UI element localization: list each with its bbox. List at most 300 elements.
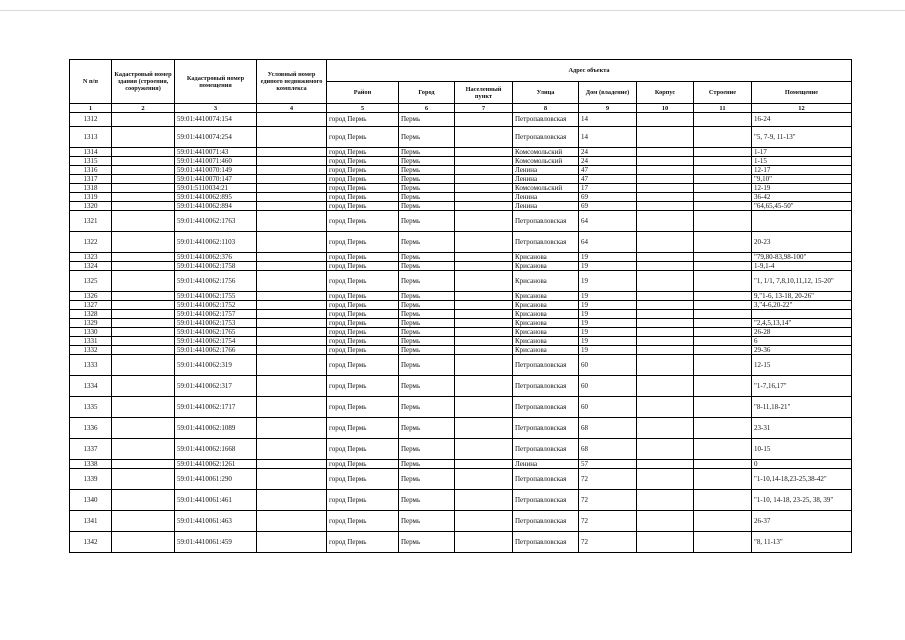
premises-cell: 29-36 — [752, 346, 852, 355]
district-cell: город Пермь — [327, 376, 399, 397]
street-cell: Петропавловская — [513, 532, 579, 553]
settlement-cell — [455, 376, 513, 397]
premises-cadastral-cell: 59:01:4410062:1756 — [175, 271, 257, 292]
premises-cadastral-cell: 59:01:4410062:376 — [175, 253, 257, 262]
city-cell: Пермь — [399, 328, 455, 337]
building-cadastral-cell — [112, 397, 175, 418]
street-cell: Петропавловская — [513, 511, 579, 532]
house-cell: 19 — [579, 271, 637, 292]
table-row — [70, 127, 852, 148]
premises-cell — [752, 211, 852, 232]
house-cell: 64 — [579, 232, 637, 253]
settlement-cell — [455, 469, 513, 490]
building-cadastral-cell — [112, 301, 175, 310]
building-cell — [694, 460, 752, 469]
premises-cadastral-cell: 59:01:4410061:463 — [175, 511, 257, 532]
column-number: 6 — [399, 104, 455, 113]
row-number: 1323 — [70, 253, 112, 262]
house-cell: 69 — [579, 193, 637, 202]
header-city: Город — [399, 82, 455, 104]
row-number: 1318 — [70, 184, 112, 193]
block-cell — [637, 460, 694, 469]
table-row — [70, 511, 852, 532]
row-number: 1316 — [70, 166, 112, 175]
premises-cadastral-cell: 59:01:4410074:254 — [175, 127, 257, 148]
header-row-number: N п/п — [70, 60, 112, 104]
building-cadastral-cell — [112, 292, 175, 301]
district-cell: город Пермь — [327, 310, 399, 319]
building-cadastral-cell — [112, 460, 175, 469]
building-cadastral-cell — [112, 418, 175, 439]
district-cell: город Пермь — [327, 319, 399, 328]
scan-edge-line — [0, 10, 905, 11]
premises-cell: 20-23 — [752, 232, 852, 253]
building-cadastral-cell — [112, 490, 175, 511]
premises-cell: 6 — [752, 337, 852, 346]
table-row — [70, 193, 852, 202]
premises-cell: "8-11,18-21" — [752, 397, 852, 418]
city-cell: Пермь — [399, 310, 455, 319]
registry-table — [69, 59, 852, 553]
premises-cell: 1-9,1-4 — [752, 262, 852, 271]
district-cell: город Пермь — [327, 166, 399, 175]
city-cell: Пермь — [399, 337, 455, 346]
house-cell: 69 — [579, 202, 637, 211]
premises-cell: "64,65,45-50" — [752, 202, 852, 211]
city-cell: Пермь — [399, 166, 455, 175]
premises-cell: 12-17 — [752, 166, 852, 175]
district-cell: город Пермь — [327, 175, 399, 184]
table-row — [70, 337, 852, 346]
city-cell: Пермь — [399, 319, 455, 328]
house-cell: 19 — [579, 337, 637, 346]
block-cell — [637, 346, 694, 355]
district-cell: город Пермь — [327, 439, 399, 460]
settlement-cell — [455, 328, 513, 337]
premises-cadastral-cell: 59:01:4410071:43 — [175, 148, 257, 157]
building-cell — [694, 271, 752, 292]
building-cell — [694, 193, 752, 202]
house-cell: 72 — [579, 511, 637, 532]
complex-number-cell — [257, 346, 327, 355]
block-cell — [637, 202, 694, 211]
settlement-cell — [455, 346, 513, 355]
row-number: 1327 — [70, 301, 112, 310]
settlement-cell — [455, 148, 513, 157]
block-cell — [637, 490, 694, 511]
settlement-cell — [455, 439, 513, 460]
column-number: 12 — [752, 104, 852, 113]
premises-cadastral-cell: 59:01:4410061:461 — [175, 490, 257, 511]
street-cell: Крисанова — [513, 253, 579, 262]
city-cell: Пермь — [399, 355, 455, 376]
city-cell: Пермь — [399, 253, 455, 262]
header-district: Район — [327, 82, 399, 104]
table-row — [70, 376, 852, 397]
house-cell: 19 — [579, 319, 637, 328]
street-cell: Крисанова — [513, 310, 579, 319]
district-cell: город Пермь — [327, 271, 399, 292]
street-cell: Крисанова — [513, 346, 579, 355]
table-row — [70, 253, 852, 262]
house-cell: 60 — [579, 397, 637, 418]
settlement-cell — [455, 127, 513, 148]
table-row — [70, 310, 852, 319]
street-cell: Ленина — [513, 193, 579, 202]
premises-cadastral-cell: 59:01:4410062:1754 — [175, 337, 257, 346]
building-cadastral-cell — [112, 355, 175, 376]
street-cell: Крисанова — [513, 319, 579, 328]
street-cell: Петропавловская — [513, 418, 579, 439]
district-cell: город Пермь — [327, 469, 399, 490]
complex-number-cell — [257, 292, 327, 301]
building-cadastral-cell — [112, 328, 175, 337]
premises-cell: 26-28 — [752, 328, 852, 337]
complex-number-cell — [257, 202, 327, 211]
building-cell — [694, 310, 752, 319]
settlement-cell — [455, 184, 513, 193]
complex-number-cell — [257, 127, 327, 148]
complex-number-cell — [257, 319, 327, 328]
complex-number-cell — [257, 355, 327, 376]
table-row — [70, 175, 852, 184]
complex-number-cell — [257, 328, 327, 337]
building-cadastral-cell — [112, 166, 175, 175]
premises-cell — [752, 310, 852, 319]
complex-number-cell — [257, 166, 327, 175]
premises-cell: 3,"4-6,20-22" — [752, 301, 852, 310]
complex-number-cell — [257, 271, 327, 292]
building-cell — [694, 511, 752, 532]
column-number: 4 — [257, 104, 327, 113]
building-cell — [694, 184, 752, 193]
street-cell: Крисанова — [513, 262, 579, 271]
settlement-cell — [455, 301, 513, 310]
house-cell: 19 — [579, 328, 637, 337]
premises-cadastral-cell: 59:01:4410062:1755 — [175, 292, 257, 301]
house-cell: 60 — [579, 355, 637, 376]
header-premises-cadastral: Кадастровый номер помещения — [175, 60, 257, 104]
city-cell: Пермь — [399, 175, 455, 184]
district-cell: город Пермь — [327, 397, 399, 418]
header-settlement: Населенный пункт — [455, 82, 513, 104]
table-row — [70, 202, 852, 211]
settlement-cell — [455, 310, 513, 319]
complex-number-cell — [257, 490, 327, 511]
building-cadastral-cell — [112, 532, 175, 553]
table-row — [70, 490, 852, 511]
block-cell — [637, 157, 694, 166]
premises-cell: 1-17 — [752, 148, 852, 157]
table-row — [70, 301, 852, 310]
complex-number-cell — [257, 148, 327, 157]
street-cell: Петропавловская — [513, 439, 579, 460]
complex-number-cell — [257, 253, 327, 262]
district-cell: город Пермь — [327, 328, 399, 337]
city-cell: Пермь — [399, 184, 455, 193]
settlement-cell — [455, 292, 513, 301]
premises-cadastral-cell: 59:01:4410062:1668 — [175, 439, 257, 460]
premises-cadastral-cell: 59:01:4410062:1261 — [175, 460, 257, 469]
building-cell — [694, 418, 752, 439]
settlement-cell — [455, 532, 513, 553]
premises-cadastral-cell: 59:01:4410070:147 — [175, 175, 257, 184]
city-cell: Пермь — [399, 439, 455, 460]
district-cell: город Пермь — [327, 253, 399, 262]
house-cell: 60 — [579, 376, 637, 397]
building-cadastral-cell — [112, 376, 175, 397]
city-cell: Пермь — [399, 292, 455, 301]
district-cell: город Пермь — [327, 127, 399, 148]
street-cell: Петропавловская — [513, 113, 579, 127]
building-cell — [694, 202, 752, 211]
city-cell: Пермь — [399, 376, 455, 397]
settlement-cell — [455, 511, 513, 532]
premises-cadastral-cell: 59:01:4410062:1103 — [175, 232, 257, 253]
block-cell — [637, 439, 694, 460]
block-cell — [637, 397, 694, 418]
row-number: 1333 — [70, 355, 112, 376]
complex-number-cell — [257, 532, 327, 553]
block-cell — [637, 301, 694, 310]
table-row — [70, 439, 852, 460]
street-cell: Комсомольский — [513, 157, 579, 166]
street-cell: Ленина — [513, 202, 579, 211]
district-cell: город Пермь — [327, 490, 399, 511]
street-cell: Петропавловская — [513, 232, 579, 253]
city-cell: Пермь — [399, 511, 455, 532]
building-cadastral-cell — [112, 469, 175, 490]
premises-cadastral-cell: 59:01:4410062:317 — [175, 376, 257, 397]
table-row — [70, 148, 852, 157]
complex-number-cell — [257, 157, 327, 166]
premises-cadastral-cell: 59:01:4410070:149 — [175, 166, 257, 175]
complex-number-cell — [257, 376, 327, 397]
house-cell: 19 — [579, 292, 637, 301]
district-cell: город Пермь — [327, 511, 399, 532]
settlement-cell — [455, 355, 513, 376]
block-cell — [637, 148, 694, 157]
street-cell: Крисанова — [513, 271, 579, 292]
street-cell: Комсомольский — [513, 184, 579, 193]
block-cell — [637, 211, 694, 232]
header-building-cadastral: Кадастровый номер здания (строения, сооружения) — [112, 60, 175, 104]
building-cadastral-cell — [112, 211, 175, 232]
block-cell — [637, 113, 694, 127]
building-cell — [694, 376, 752, 397]
row-number: 1315 — [70, 157, 112, 166]
street-cell: Ленина — [513, 175, 579, 184]
block-cell — [637, 469, 694, 490]
district-cell: город Пермь — [327, 232, 399, 253]
row-number: 1321 — [70, 211, 112, 232]
block-cell — [637, 376, 694, 397]
building-cadastral-cell — [112, 337, 175, 346]
house-cell: 19 — [579, 262, 637, 271]
district-cell: город Пермь — [327, 157, 399, 166]
block-cell — [637, 184, 694, 193]
row-number: 1337 — [70, 439, 112, 460]
premises-cadastral-cell: 59:01:4410062:1757 — [175, 310, 257, 319]
building-cadastral-cell — [112, 127, 175, 148]
complex-number-cell — [257, 511, 327, 532]
settlement-cell — [455, 418, 513, 439]
settlement-cell — [455, 193, 513, 202]
complex-number-cell — [257, 310, 327, 319]
house-cell: 57 — [579, 460, 637, 469]
house-cell: 24 — [579, 157, 637, 166]
table-row — [70, 469, 852, 490]
city-cell: Пермь — [399, 397, 455, 418]
premises-cadastral-cell: 59:01:4410062:1753 — [175, 319, 257, 328]
city-cell: Пермь — [399, 418, 455, 439]
building-cadastral-cell — [112, 175, 175, 184]
house-cell: 47 — [579, 166, 637, 175]
block-cell — [637, 271, 694, 292]
premises-cell: "1-10, 14-18, 23-25, 38, 39" — [752, 490, 852, 511]
city-cell: Пермь — [399, 148, 455, 157]
premises-cadastral-cell: 59:01:4410062:319 — [175, 355, 257, 376]
block-cell — [637, 127, 694, 148]
settlement-cell — [455, 166, 513, 175]
row-number: 1326 — [70, 292, 112, 301]
building-cell — [694, 166, 752, 175]
building-cadastral-cell — [112, 202, 175, 211]
table-row — [70, 166, 852, 175]
premises-cadastral-cell: 59:01:4410061:459 — [175, 532, 257, 553]
settlement-cell — [455, 157, 513, 166]
district-cell: город Пермь — [327, 301, 399, 310]
table-row — [70, 319, 852, 328]
house-cell: 14 — [579, 113, 637, 127]
table-row — [70, 292, 852, 301]
district-cell: город Пермь — [327, 418, 399, 439]
building-cell — [694, 292, 752, 301]
premises-cadastral-cell: 59:01:5110034:21 — [175, 184, 257, 193]
row-number: 1341 — [70, 511, 112, 532]
building-cell — [694, 175, 752, 184]
district-cell: город Пермь — [327, 148, 399, 157]
row-number: 1342 — [70, 532, 112, 553]
column-number: 5 — [327, 104, 399, 113]
district-cell: город Пермь — [327, 113, 399, 127]
district-cell: город Пермь — [327, 193, 399, 202]
premises-cell: "79,80-83,98-100" — [752, 253, 852, 262]
building-cell — [694, 127, 752, 148]
district-cell: город Пермь — [327, 532, 399, 553]
row-number: 1312 — [70, 113, 112, 127]
building-cadastral-cell — [112, 232, 175, 253]
house-cell: 19 — [579, 301, 637, 310]
premises-cadastral-cell: 59:01:4410061:290 — [175, 469, 257, 490]
complex-number-cell — [257, 301, 327, 310]
settlement-cell — [455, 397, 513, 418]
premises-cadastral-cell: 59:01:4410062:1766 — [175, 346, 257, 355]
block-cell — [637, 418, 694, 439]
row-number: 1313 — [70, 127, 112, 148]
complex-number-cell — [257, 460, 327, 469]
complex-number-cell — [257, 469, 327, 490]
row-number: 1314 — [70, 148, 112, 157]
street-cell: Крисанова — [513, 301, 579, 310]
building-cell — [694, 346, 752, 355]
district-cell: город Пермь — [327, 355, 399, 376]
row-number: 1324 — [70, 262, 112, 271]
complex-number-cell — [257, 175, 327, 184]
row-number: 1320 — [70, 202, 112, 211]
building-cadastral-cell — [112, 253, 175, 262]
building-cell — [694, 355, 752, 376]
street-cell: Петропавловская — [513, 397, 579, 418]
district-cell: город Пермь — [327, 337, 399, 346]
complex-number-cell — [257, 397, 327, 418]
premises-cell: 0 — [752, 460, 852, 469]
table-row — [70, 355, 852, 376]
premises-cell: 9,"1-6, 13-18, 20-26" — [752, 292, 852, 301]
district-cell: город Пермь — [327, 292, 399, 301]
header-street: Улица — [513, 82, 579, 104]
table-row — [70, 232, 852, 253]
complex-number-cell — [257, 262, 327, 271]
house-cell: 19 — [579, 346, 637, 355]
house-cell: 47 — [579, 175, 637, 184]
city-cell: Пермь — [399, 211, 455, 232]
street-cell: Петропавловская — [513, 211, 579, 232]
row-number: 1317 — [70, 175, 112, 184]
premises-cell: "2,4,5,13,14" — [752, 319, 852, 328]
premises-cadastral-cell: 59:01:4410062:1717 — [175, 397, 257, 418]
building-cadastral-cell — [112, 346, 175, 355]
city-cell: Пермь — [399, 202, 455, 211]
city-cell: Пермь — [399, 271, 455, 292]
city-cell: Пермь — [399, 262, 455, 271]
premises-cadastral-cell: 59:01:4410062:894 — [175, 202, 257, 211]
column-number: 11 — [694, 104, 752, 113]
premises-cell: 36-42 — [752, 193, 852, 202]
building-cadastral-cell — [112, 148, 175, 157]
city-cell: Пермь — [399, 532, 455, 553]
row-number: 1329 — [70, 319, 112, 328]
street-cell: Петропавловская — [513, 376, 579, 397]
building-cell — [694, 148, 752, 157]
premises-cadastral-cell: 59:01:4410071:460 — [175, 157, 257, 166]
premises-cadastral-cell: 59:01:4410062:895 — [175, 193, 257, 202]
street-cell: Крисанова — [513, 292, 579, 301]
building-cadastral-cell — [112, 262, 175, 271]
block-cell — [637, 310, 694, 319]
block-cell — [637, 319, 694, 328]
premises-cell: 23-31 — [752, 418, 852, 439]
row-number: 1328 — [70, 310, 112, 319]
building-cadastral-cell — [112, 193, 175, 202]
row-number: 1325 — [70, 271, 112, 292]
house-cell: 14 — [579, 127, 637, 148]
column-number: 3 — [175, 104, 257, 113]
premises-cadastral-cell: 59:01:4410062:1765 — [175, 328, 257, 337]
city-cell: Пермь — [399, 157, 455, 166]
row-number: 1319 — [70, 193, 112, 202]
house-cell: 72 — [579, 469, 637, 490]
settlement-cell — [455, 113, 513, 127]
premises-cell: 12-15 — [752, 355, 852, 376]
premises-cadastral-cell: 59:01:4410062:1089 — [175, 418, 257, 439]
premises-cadastral-cell: 59:01:4410062:1758 — [175, 262, 257, 271]
building-cell — [694, 232, 752, 253]
complex-number-cell — [257, 439, 327, 460]
header-address: Адрес объекта — [327, 60, 852, 82]
table-row — [70, 157, 852, 166]
column-number-row — [70, 104, 852, 113]
